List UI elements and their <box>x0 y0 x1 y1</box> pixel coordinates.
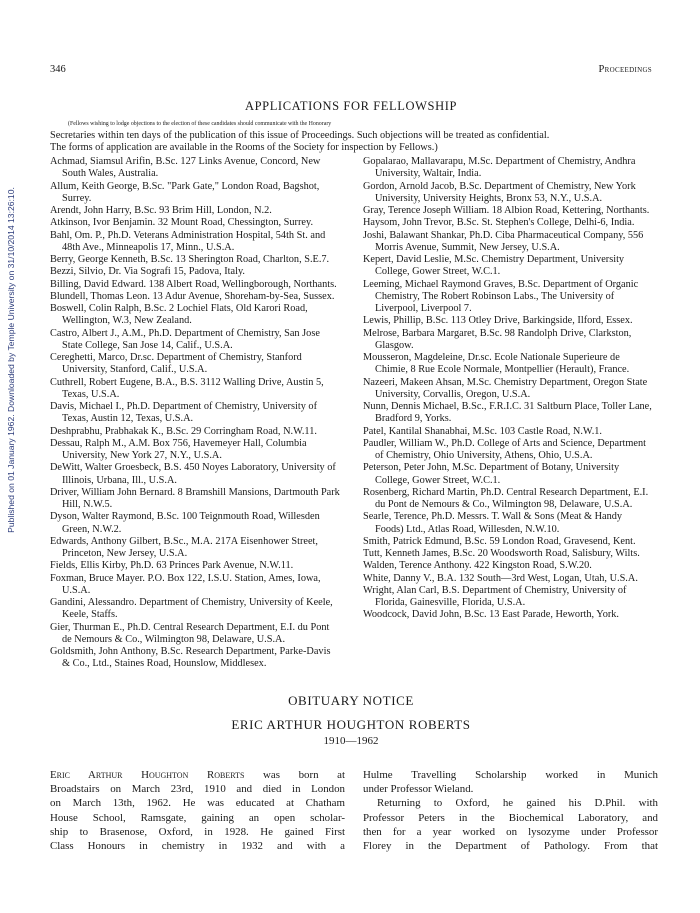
note-line: The forms of application are available in the Rooms of the Society for inspection by Fellows.) <box>50 142 438 154</box>
obituary-line: then for a year worked on lysozyme under Professor <box>363 825 658 838</box>
applicant-entry: Gandini, Alessandro. Department of Chemistry, University of Keele, Keele, Staffs. <box>50 597 333 621</box>
applicant-entry: Mousseron, Magdeleine, Dr.sc. Ecole Nationale Superieure de Chimie, 8 Rue Ecole Normale, Montpellier (Herault), France. <box>363 352 630 376</box>
applicant-entry: Gopalarao, Mallavarapu, M.Sc. Department of Chemistry, Andhra University, Waltair, India. <box>363 156 636 180</box>
running-head: Proceedings <box>598 64 652 75</box>
applicant-entry: Billing, David Edward. 138 Albert Road, Wellingborough, Northants. <box>50 278 337 290</box>
applicant-entry: Woodcock, David John, B.Sc. 13 East Parade, Heworth, York. <box>363 609 619 621</box>
obituary-left-column <box>50 768 345 853</box>
obituary-line: Florey in the Department of Pathology. From that <box>363 839 658 852</box>
applicant-entry: Atkinson, Ivor Benjamin. 32 Mount Road, Chessington, Surrey. <box>50 217 314 229</box>
applicant-entry: Deshprabhu, Prabhakak K., B.Sc. 29 Corringham Road, N.W.11. <box>50 425 317 437</box>
applicant-entry: Achmad, Siamsul Arifin, B.Sc. 127 Links Avenue, Concord, New South Wales, Australia. <box>50 156 321 180</box>
obituary-line: under Professor Wieland. <box>363 783 474 796</box>
obituary-line: Professor Peters in the Biochemical Laboratory, and <box>363 811 658 824</box>
applicant-entry: Walden, Terence Anthony. 422 Kingston Road, S.W.20. <box>363 560 592 572</box>
applicant-entry: Joshi, Balawant Shankar, Ph.D. Ciba Pharmaceutical Company, 556 Morris Avenue, Summit, New Jersey, U.S.A. <box>363 229 644 253</box>
applicant-entry: Blundell, Thomas Leon. 13 Adur Avenue, Shoreham-by-Sea, Sussex. <box>50 290 335 302</box>
applicant-entry: Rosenberg, Richard Martin, Ph.D. Central Research Department, E.I. du Pont de Nemours & Co., Wilmington 98, Delaware, U.S.A. <box>363 486 649 510</box>
applicant-entry: Patel, Kantilal Shanabhai, M.Sc. 103 Castle Road, N.W.1. <box>363 425 602 437</box>
applicant-entry: Dessau, Ralph M., A.M. Box 756, Havemeyer Hall, Columbia University, New York 27, N.Y., U.S.A. <box>50 437 307 461</box>
page-number: 346 <box>50 64 66 75</box>
applicant-entry: DeWitt, Walter Groesbeck, B.S. 450 Noyes Laboratory, University of Illinois, Urbana, Ill., U.S.A. <box>50 462 336 486</box>
applicant-entry: Arendt, John Harry, B.Sc. 93 Brim Hill, London, N.2. <box>50 205 272 216</box>
applicant-entry: Bezzi, Silvio, Dr. Via Sografi 15, Padova, Italy. <box>50 266 245 278</box>
download-watermark-text: Published on 01 January 1962. Downloaded by Temple University on 31/10/2014 13:26:10. <box>6 187 16 533</box>
obituary-line <box>50 768 345 782</box>
applicant-entry: Peterson, Peter John, M.Sc. Department of Botany, University College, Gower Street, W.C.1. <box>363 462 620 486</box>
applicant-entry: Melrose, Barbara Margaret, B.Sc. 98 Randolph Drive, Clarkston, Glasgow. <box>363 327 632 351</box>
applicant-entry: White, Danny V., B.A. 132 South—3rd West, Logan, Utah, U.S.A. <box>363 572 638 584</box>
applicant-entry: Paudler, William W., Ph.D. College of Arts and Science, Department of Chemistry, Ohio University, Athens, Ohio, U.S.A. <box>363 437 646 461</box>
applicants-left-column <box>50 156 340 671</box>
applicant-entry: Wright, Alan Carl, B.S. Department of Chemistry, University of Florida, Gainesville, Florida, U.S.A. <box>363 584 627 608</box>
applicant-entry: Boswell, Colin Ralph, B.Sc. 2 Lochiel Flats, Old Karori Road, Wellington, W.3, New Zealand. <box>50 303 308 327</box>
applicant-entry: Bahl, Om. P., Ph.D. Veterans Administration Hospital, 54th St. and 48th Ave., Minneapolis 17, Minn., U.S.A. <box>50 229 326 253</box>
obituary-line: Broadstairs on March 23rd, 1910 and died in London <box>50 783 345 796</box>
applicant-entry: Gray, Terence Joseph William. 18 Albion Road, Kettering, Northants. <box>363 205 650 216</box>
applicant-entry: Nunn, Dennis Michael, B.Sc., F.R.I.C. 31 Saltburn Place, Toller Lane, Bradford 9, Yorks. <box>363 401 652 425</box>
applicant-entry: Tutt, Kenneth James, B.Sc. 20 Woodsworth Road, Salisbury, Wilts. <box>363 548 640 559</box>
applicant-entry: Smith, Patrick Edmund, B.Sc. 59 London Road, Gravesend, Kent. <box>363 535 636 547</box>
applicant-entry: Leeming, Michael Raymond Graves, B.Sc. Department of Organic Chemistry, The Robert Robinson Labs., The University of Liverpool, Liverpool 7. <box>363 278 639 314</box>
applicant-entry: Edwards, Anthony Gilbert, B.Sc., M.A. 217A Eisenhower Street, Princeton, New Jersey, U.S.A. <box>50 535 318 559</box>
applicant-entry: Dyson, Walter Raymond, B.Sc. 100 Teignmouth Road, Willesden Green, N.W.2. <box>50 511 320 535</box>
obituary-right-column <box>363 768 658 853</box>
download-watermark <box>4 150 18 570</box>
page-header <box>50 64 652 78</box>
obituary-lead-name: Eric Arthur Houghton Roberts <box>50 769 245 781</box>
applicant-entry: Cuthrell, Robert Eugene, B.A., B.S. 3112 Walling Drive, Austin 5, Texas, U.S.A. <box>50 376 324 400</box>
applicant-entry: Gier, Thurman E., Ph.D. Central Research Department, E.I. du Pont de Nemours & Co., Wilmington 98, Delaware, U.S.A. <box>50 621 330 645</box>
applications-note <box>50 118 652 155</box>
applications-title: APPLICATIONS FOR FELLOWSHIP <box>244 99 458 113</box>
obituary-line: Class Honours in chemistry in 1932 and with a <box>50 839 345 852</box>
applicant-entry: Cereghetti, Marco, Dr.sc. Department of Chemistry, Stanford University, Stanford, Calif., U.S.A. <box>50 352 302 376</box>
obituary-line: House School, Ramsgate, gaining an open scholar- <box>50 811 345 824</box>
applicant-entry: Goldsmith, John Anthony, B.Sc. Research Department, Parke-Davis & Co., Ltd., Staines Road, Hounslow, Middlesex. <box>50 646 331 670</box>
applicant-entry: Castro, Albert J., A.M., Ph.D. Department of Chemistry, San Jose State College, San Jose 14, Calif., U.S.A. <box>50 327 320 351</box>
applicant-entry: Lewis, Phillip, B.Sc. 113 Otley Drive, Barkingside, Ilford, Essex. <box>363 315 633 327</box>
applicant-entry: Allum, Keith George, B.Sc. "Park Gate," London Road, Bagshot, Surrey. <box>50 180 320 204</box>
applicant-entry: Searle, Terence, Ph.D. Messrs. T. Wall & Sons (Meat & Handy Foods) Ltd., Atlas Road, Willesden, N.W.10. <box>363 511 623 535</box>
obituary-line: ship to Brasenose, Oxford, in 1928. He gained First <box>50 825 345 838</box>
obituary-line: Hulme Travelling Scholarship worked in Munich <box>363 769 658 781</box>
applicant-entry: Davis, Michael I., Ph.D. Department of Chemistry, University of Texas, Austin 12, Texas, U.S.A. <box>50 401 317 425</box>
applicant-entry: Driver, William John Bernard. 8 Bramshill Mansions, Dartmouth Park Hill, N.W.5. <box>50 486 340 510</box>
applicant-entry: Nazeeri, Makeen Ahsan, M.Sc. Chemistry Department, Oregon State University, Corvallis, Oregon, U.S.A. <box>363 376 648 400</box>
applicant-entry: Berry, George Kenneth, B.Sc. 13 Sherington Road, Charlton, S.E.7. <box>50 254 330 265</box>
note-line: (Fellows wishing to lodge objections to the election of these candidates should communicate with the Honorary <box>68 121 332 127</box>
obituary-line-text: was born at <box>263 769 345 781</box>
obituary-line: on March 13th, 1962. He was educated at Chatham <box>50 797 345 810</box>
applicants-right-column <box>363 156 653 622</box>
applicant-entry: Fields, Ellis Kirby, Ph.D. 63 Princes Park Avenue, N.W.11. <box>50 560 294 572</box>
applicant-entry: Kepert, David Leslie, M.Sc. Chemistry Department, University College, Gower Street, W.C.1. <box>363 254 625 278</box>
obituary-line: Returning to Oxford, he gained his D.Phil. with <box>377 797 658 810</box>
obituary-section-title: OBITUARY NOTICE <box>288 693 414 708</box>
note-line: Secretaries within ten days of the publication of this issue of Proceedings. Such objections will be treated as confidential. <box>50 130 550 142</box>
applicant-entry: Foxman, Bruce Mayer. P.O. Box 122, I.S.U. Station, Ames, Iowa, U.S.A. <box>50 572 321 596</box>
applicant-entry: Gordon, Arnold Jacob, B.Sc. Department of Chemistry, New York University, University Heights, Bronx 53, N.Y., U.S.A. <box>363 180 636 204</box>
obituary-name: ERIC ARTHUR HOUGHTON ROBERTS <box>231 717 471 732</box>
applicant-entry: Haysom, John Trevor, B.Sc. St. Stephen's College, Delhi-6, India. <box>363 217 635 229</box>
obituary-years: 1910—1962 <box>323 735 379 747</box>
